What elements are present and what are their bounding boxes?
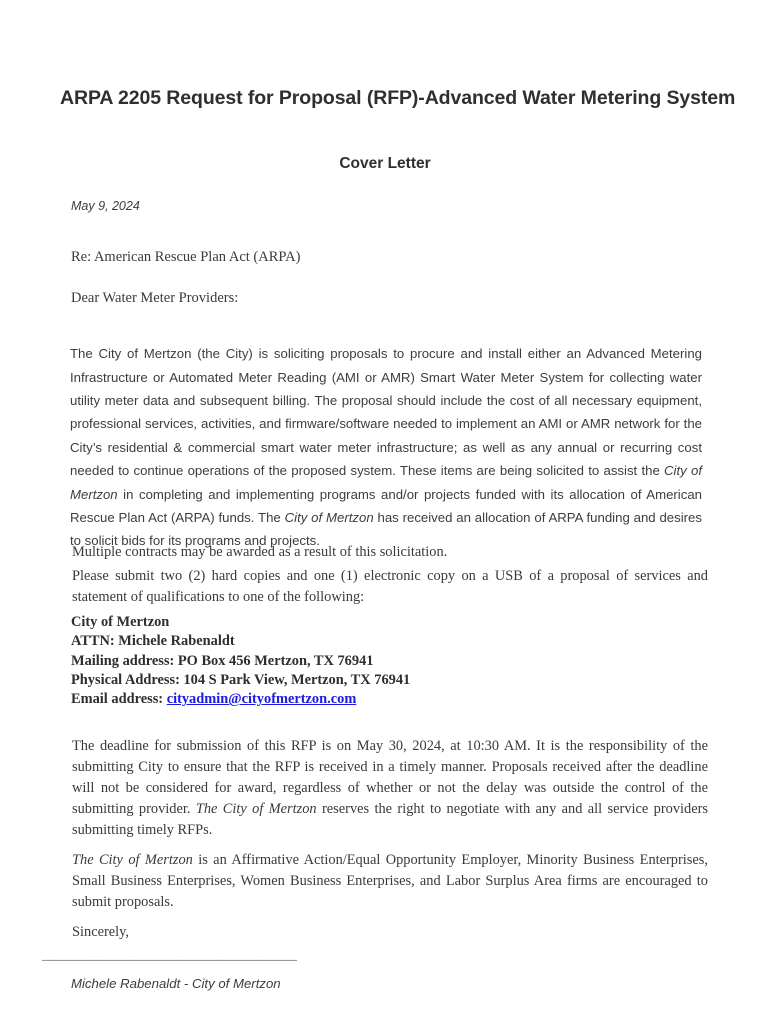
submit-instructions-paragraph: Please submit two (2) hard copies and one (1) electronic copy on a USB of a proposal of services and statement of qualifications to one of the following: bbox=[72, 568, 708, 606]
document-title: ARPA 2205 Request for Proposal (RFP)-Advanced Water Metering System bbox=[60, 87, 736, 110]
deadline-text-part1: The deadline for submission of this RFP is on May 30, 2024, at 10:30 AM. It is the responsibility of the submitting City to ensure that the RFP is received in a timely manner. Proposals received after the deadline will not be considered for award, regardless of whether or not the delay was outside the control of the submitting provider. bbox=[72, 738, 708, 818]
address-physical: Physical Address: 104 S Park View, Mertzon, TX 76941 bbox=[71, 671, 411, 688]
body-italic-city-1: City of Mertzon bbox=[70, 463, 702, 502]
affirmative-action-paragraph bbox=[72, 850, 708, 913]
contact-address-block bbox=[71, 613, 410, 709]
signature-name: Michele Rabenaldt - City of Mertzon bbox=[71, 976, 281, 991]
deadline-text-part2: reserves the right to negotiate with any and all service providers submitting timely RFPs. bbox=[72, 801, 708, 839]
body-text-part2: in completing and implementing programs and/or projects funded with its allocation of American Rescue Plan Act (ARPA) funds. The bbox=[70, 486, 702, 526]
affirmative-text-part1: is an Affirmative Action/Equal Opportunity Employer, Minority Business Enterprises, Small Business Enterprises, Women Business Enterprises, and Labor Surplus Area firms are encouraged to submit proposals. bbox=[72, 852, 708, 911]
address-organization: City of Mertzon bbox=[71, 614, 170, 630]
salutation: Dear Water Meter Providers: bbox=[71, 290, 239, 306]
address-email-label: Email address: bbox=[71, 691, 167, 708]
signature-line: ______________________________________ bbox=[42, 947, 297, 963]
address-mailing: Mailing address: PO Box 456 Mertzon, TX 76941 bbox=[71, 652, 374, 669]
body-italic-city-2: City of Mertzon bbox=[284, 510, 374, 526]
body-paragraph-main bbox=[70, 342, 702, 553]
subject-line: Re: American Rescue Plan Act (ARPA) bbox=[71, 249, 301, 265]
address-email-row bbox=[71, 690, 410, 709]
deadline-paragraph bbox=[72, 736, 708, 841]
email-link[interactable]: cityadmin@cityofmertzon.com bbox=[166, 691, 357, 708]
multiple-contracts-paragraph: Multiple contracts may be awarded as a result of this solicitation. bbox=[72, 544, 448, 561]
letter-date: May 9, 2024 bbox=[71, 199, 140, 213]
document-subtitle: Cover Letter bbox=[339, 154, 431, 172]
body-text-part3: has received an allocation of ARPA funding and desires to solicit bids for its programs and projects. bbox=[70, 510, 702, 549]
body-text-part1: The City of Mertzon (the City) is soliciting proposals to procure and install either an Advanced Metering Infrastructure or Automated Meter Reading (AMI or AMR) Smart Water Meter System for collecting water utility meter data and subsequent billing. The proposal should include the cost of all necessary equipment, professional services, activities, and firmware/software needed to implement an AMI or AMR network for the City’s residential & commercial smart water meter infrastructure; as well as any annual or recurring cost needed to continue operations of the proposed system. These items are being solicited to assist the bbox=[70, 346, 702, 479]
deadline-italic-city: The City of Mertzon bbox=[195, 801, 317, 818]
affirmative-italic-city: The City of Mertzon bbox=[72, 852, 193, 869]
address-attn: ATTN: Michele Rabenaldt bbox=[71, 633, 235, 650]
closing-line: Sincerely, bbox=[72, 924, 130, 941]
